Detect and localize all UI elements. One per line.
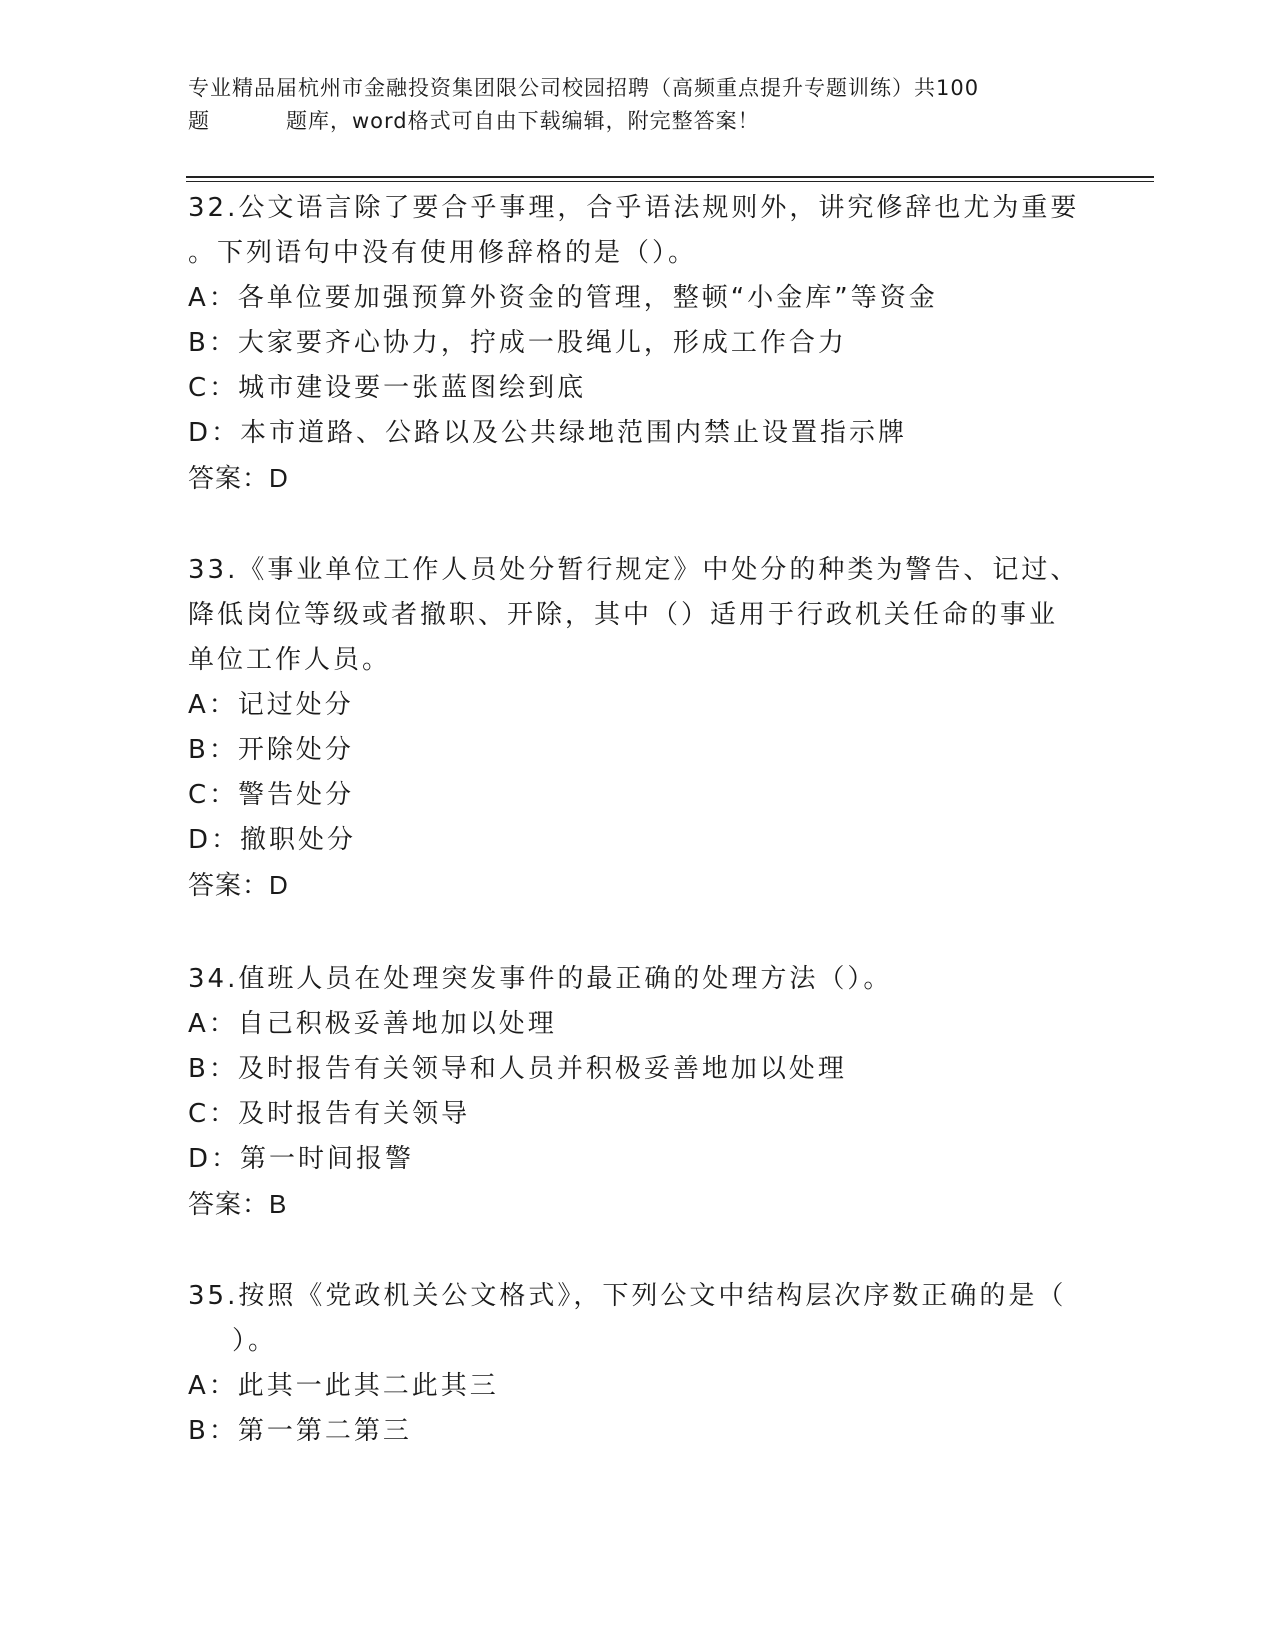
option-b: B：开除处分 — [188, 735, 354, 765]
option-d: D：第一时间报警 — [188, 1144, 415, 1174]
question-stem-line: 32.公文语言除了要合乎事理，合乎语法规则外，讲究修辞也尤为重要 — [188, 193, 1080, 223]
question-32 — [188, 186, 1088, 501]
option-c: C：及时报告有关领导 — [188, 1099, 471, 1129]
header-title-line1: 专业精品届杭州市金融投资集团限公司校园招聘（高频重点提升专题训练）共100 — [188, 76, 980, 100]
question-stem-line: 34.值班人员在处理突发事件的最正确的处理方法（）。 — [188, 964, 893, 994]
header-title-line2 — [188, 105, 1108, 138]
option-b: B：及时报告有关领导和人员并积极妥善地加以处理 — [188, 1054, 847, 1084]
option-a: A：自己积极妥善地加以处理 — [188, 1009, 557, 1039]
question-stem-line: ）。 — [232, 1326, 278, 1356]
option-b: B：第一第二第三 — [188, 1416, 412, 1446]
option-a: A：各单位要加强预算外资金的管理，整顿“小金库”等资金 — [188, 283, 938, 313]
question-stem-line: 33.《事业单位工作人员处分暂行规定》中处分的种类为警告、记过、 — [188, 555, 1080, 585]
header-title-line2-right: 题库，word格式可自由下载编辑，附完整答案！ — [286, 109, 760, 133]
question-stem-line: 。下列语句中没有使用修辞格的是（）。 — [188, 238, 698, 268]
option-d: D：本市道路、公路以及公共绿地范围内禁止设置指示牌 — [188, 418, 908, 448]
header-title-line2-left: 题 — [188, 109, 210, 133]
question-stem-line: 单位工作人员。 — [188, 645, 392, 675]
question-stem-line: 35.按照《党政机关公文格式》，下列公文中结构层次序数正确的是（ — [188, 1281, 1067, 1311]
document-header — [188, 72, 1108, 138]
option-c: C：警告处分 — [188, 780, 355, 810]
question-stem-line: 降低岗位等级或者撤职、开除，其中（）适用于行政机关任命的事业 — [188, 600, 1059, 630]
option-b: B：大家要齐心协力，拧成一股绳儿，形成工作合力 — [188, 328, 847, 358]
answer-label: 答案：D — [188, 870, 289, 900]
header-divider-thick — [186, 176, 1154, 178]
question-33 — [188, 548, 1088, 908]
option-c: C：城市建设要一张蓝图绘到底 — [188, 373, 587, 403]
answer-label: 答案：D — [188, 463, 289, 493]
option-a: A：此其一此其二此其三 — [188, 1371, 499, 1401]
answer-label: 答案：B — [188, 1189, 288, 1219]
option-d: D：撤职处分 — [188, 825, 357, 855]
header-divider-thin — [186, 181, 1154, 182]
question-35 — [188, 1274, 1088, 1454]
option-a: A：记过处分 — [188, 690, 354, 720]
question-34 — [188, 957, 1088, 1227]
